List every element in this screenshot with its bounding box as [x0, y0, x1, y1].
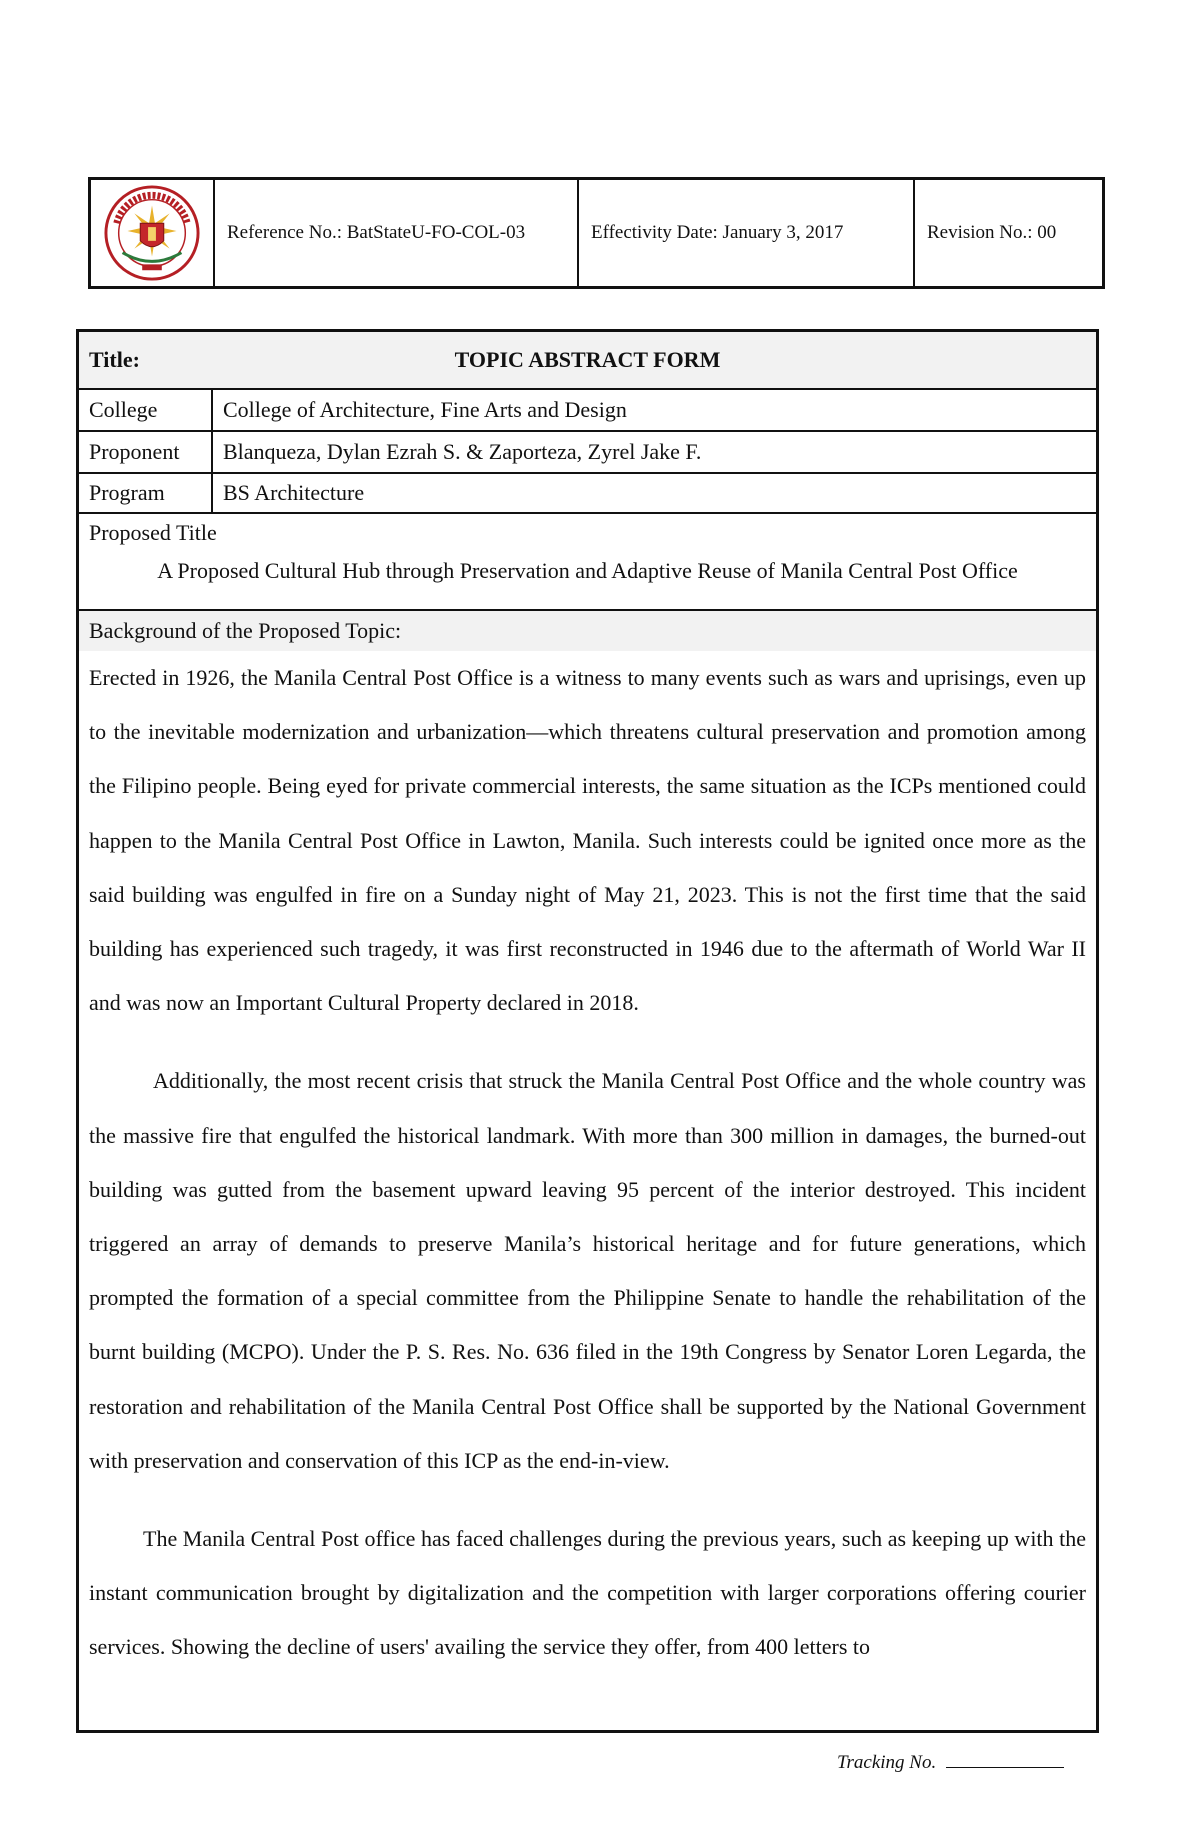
proposed-title-value: A Proposed Cultural Hub through Preservation and Adaptive Reuse of Manila Central Post Office: [157, 558, 1018, 583]
form-title-row: [79, 332, 1096, 390]
effectivity-date: Effectivity Date: January 3, 2017: [579, 180, 915, 286]
form-title: TOPIC ABSTRACT FORM: [454, 347, 721, 372]
program-row: [79, 474, 1096, 514]
proponent-label: Proponent: [79, 432, 213, 472]
document-header: [88, 177, 1105, 289]
proponent-value: Blanqueza, Dylan Ezrah S. & Zaporteza, Zyrel Jake F.: [223, 439, 702, 464]
proponent-row: [79, 432, 1096, 474]
seal-icon: [103, 184, 201, 282]
background-paragraph-2: Additionally, the most recent crisis that struck the Manila Central Post Office and the whole country was the massive fire that engulfed the historical landmark. With more than 300 million in damages, the burned-out building was gutted from the basement upward leaving 95 percent of the interior destroyed. This incident triggered an array of demands to preserve Manila’s historical heritage and for future generations, which prompted the formation of a special committee from the Philippine Senate to handle the rehabilitation of the burnt building (MCPO). Under the P. S. Res. No. 636 filed in the 19th Congress by Senator Loren Legarda, the restoration and rehabilitation of the Manila Central Post Office shall be supported by the National Government with preservation and conservation of this ICP as the end-in-view.: [89, 1068, 1086, 1473]
proposed-title-label: Proposed Title: [89, 520, 217, 545]
program-label: Program: [79, 474, 213, 512]
background-body: [79, 651, 1096, 1675]
tracking-number: [837, 1752, 1064, 1774]
tracking-number-line: [946, 1767, 1064, 1768]
program-value: BS Architecture: [223, 480, 365, 505]
background-paragraph-1: Erected in 1926, the Manila Central Post Office is a witness to many events such as wars and uprisings, even up to the inevitable modernization and urbanization—which threatens cultural preservation and promotion among the Filipino people. Being eyed for private commercial interests, the same situation as the ICPs mentioned could happen to the Manila Central Post Office in Lawton, Manila. Such interests could be ignited once more as the said building was engulfed in fire on a Sunday night of May 21, 2023. This is not the first time that the said building has experienced such tragedy, it was first reconstructed in 1946 due to the aftermath of World War II and was now an Important Cultural Property declared in 2018.: [89, 665, 1086, 1016]
college-value: College of Architecture, Fine Arts and Design: [223, 397, 627, 422]
reference-number: Reference No.: BatStateU-FO-COL-03: [215, 180, 579, 286]
revision-number: Revision No.: 00: [927, 222, 1057, 243]
tracking-label: Tracking No.: [837, 1752, 937, 1773]
title-label: Title:: [89, 347, 140, 372]
proposed-title-row: [79, 514, 1096, 611]
topic-abstract-form: [76, 329, 1099, 1733]
background-label: Background of the Proposed Topic:: [79, 611, 1096, 651]
college-label: College: [79, 390, 213, 430]
background-paragraph-3: The Manila Central Post office has faced challenges during the previous years, such as keeping up with the instant communication brought by digitalization and the competition with larger corporations offering courier services. Showing the decline of users' availing the service they offer, from 400 letters to: [89, 1526, 1086, 1660]
college-row: [79, 390, 1096, 432]
university-logo: [91, 180, 215, 286]
